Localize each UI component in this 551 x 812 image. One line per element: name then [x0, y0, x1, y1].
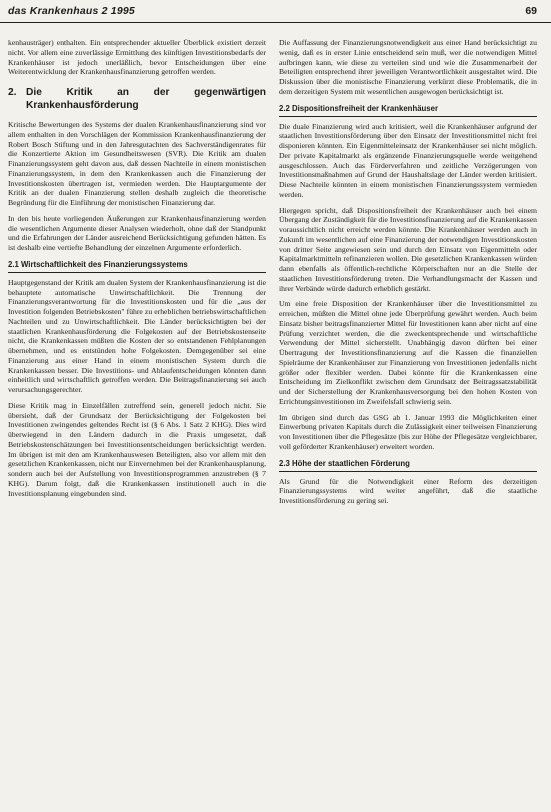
section-title: Die Kritik an der gegenwärtigen Krankenhausförderung [26, 87, 266, 111]
page-header [0, 0, 551, 23]
paragraph: Kritische Bewertungen des Systems der dualen Krankenhausfinanzierung sind vor allem enthalten in den Vorschlägen der Kommission Krankenhausfinanzierung der Robert Bosch Stiftung und in den Jahresgutachten des Sachverständigenrates für die Konzertierte Aktion im Gesundheitswesen (SVR). Die Kritik am dualen Finanzierungssystem geht davon aus, daß dessen Nachteile in einem monistischen Finanzierungssystem, in dem den Krankenkassen auch die Finanzierung der Investitionskosten übertragen ist, vermieden werden. Die Hauptargumente der Kritik an der dualen Finanzierung stellen deshalb zugleich die theoretische Begründung für die Einführung der monistischen Finanzierung dar. [8, 120, 266, 207]
paragraph: In den bis heute vorliegenden Äußerungen zur Krankenhausfinanzierung werden die wesentlichen Argumente dieser Analysen wiederholt, ohne daß der Standpunkt und die Erfahrungen der Länder ausreichend Berücksichtigung gefunden hätten. Es ist deshalb eine vertiefte Behandlung der einzelnen Argumente erforderlich. [8, 213, 266, 252]
page-number: 69 [525, 5, 537, 17]
section-number: 2. [8, 87, 17, 98]
paragraph: Hiergegen spricht, daß Dispositionsfreiheit der Krankenhäuser auch bei einem Übergang der Zuständigkeit für die Investitionsfinanzierung auf die Krankenkassen voraussichtlich nicht erreicht werden könnte. Die Krankenhäuser werden auch in Zukunft im wesentlichen auf eine Finanzierung der notwendigen Investitionskosten von dritter Seite angewiesen sein und durch den Einsatz von Eigenmitteln oder Kapitalmarktmitteln refinanzieren wollen. Die gesetzlichen Krankenkassen würden dann ebenfalls als öffentlich-rechtliche Körperschaften nur an die Stelle der staatlichen Investitionsförderung treten. Die Verhandlungsmacht der Kassen und ihrer Verbände würde dadurch erheblich gestärkt. [279, 205, 537, 293]
journal-title: das Krankenhaus 2 1995 [8, 5, 135, 17]
paragraph: Hauptgegenstand der Kritik am dualen System der Krankenhausfinanzierung ist die behauptete automatische Unwirtschaftlichkeit. Die Trennung der Finanzierungsverantwortung für die Investitionskosten und für die „aus der Investition folgenden Betriebskosten" führe zu erheblichen betriebswirtschaftlichen Nachteilen und zu Unwirtschaftlichkeit. Die Länder berücksichtigten bei der staatlichen Krankenhausförderung die Folgekosten auf der Betriebskostenseite nicht, die Krankenkassen müßten die Kosten der so entstandenen Fehlplanungen übernehmen, und es entstünden hohe Folgekosten. Demgegenüber sei eine Finanzierung aus einer Hand in einem monistischen System durch die Krankenkassen besser. Die Investitions- und Ablaufentscheidungen könnten dann einheitlich und wirtschaftlich getroffen werden. Die Beitragsfinanzierung sei auch verursachungsgerechter. [8, 277, 266, 394]
subsection-heading: 2.3 Höhe der staatlichen Förderung [279, 459, 537, 472]
paragraph: Im übrigen sind durch das GSG ab 1. Januar 1993 die Möglichkeiten einer Einwerbung privaten Kapitals durch die Zulässigkeit einer teilweisen Finanzierung von Investitionen über die Pflegesätze (bis zur Höhe der Pflegesätze vergleichbarer, voll geförderter Krankenhäuser) erweitert worden. [279, 412, 537, 451]
left-column [8, 38, 266, 808]
paragraph: Um eine freie Disposition der Krankenhäuser über die Investitionsmittel zu erreichen, müßten die Mittel ohne jede Überprüfung gewährt werden. Auch beim Einsatz bisher beitragsfinanzierter Mittel für Investitionen kann aber nicht auf eine Prüfung verzichtet werden, die die zweckentsprechende und wirtschaftliche Verwendung der Mittel sicherstellt. Unabhängig davon dürften bei einer Übertragung der Investitionsfinanzierung auf die Kassen die finanziellen Spielräume der Krankenhäuser zur Finanzierung von Investitionen jedenfalls nicht größer oder flexibler werden. Dabei könnte für die Krankenkassen eine Entscheidung im Zielkonflikt zwischen dem Grundsatz der Beitragssatzstabilität und der Sicherstellung der Krankenhausversorgung bei den hohen Kosten von Errichtungsinvestitionen im Zweifelsfall schwierig sein. [279, 299, 537, 406]
paragraph: kenhausträger) enthalten. Ein entsprechender aktueller Überblick existiert derzeit nicht. Vor allem eine zuverlässige Ermittlung des künftigen Investitionsbedarfs der Krankenhäuser ist jedoch unerläßlich, bevor Entscheidungen über eine Weiterentwicklung der Krankenhausfinanzierung getroffen werden. [8, 38, 266, 77]
section-heading [8, 87, 266, 112]
paragraph: Die duale Finanzierung wird auch kritisiert, weil die Krankenhäuser aufgrund der staatlichen Investitionsförderung über den Einsatz der Investitionsmittel nicht frei disponieren könnten. Ein Eigenmitteleinsatz der Krankenhäuser sei nicht möglich. Der private Kapitalmarkt als ergänzende Finanzierungsquelle werde weitgehend ausgeschlossen. Auch das Förderverfahren und zeitliche Verzögerungen von Investitionsmaßnahmen auf Grund der Haushaltslage der Länder werden kritisiert. Diese Nachteile könnten in einem monistischen Finanzierungssystem vermieden werden. [279, 121, 537, 199]
subsection-heading: 2.2 Dispositionsfreiheit der Krankenhäuser [279, 104, 537, 117]
paragraph: Die Auffassung der Finanzierungsnotwendigkeit aus einer Hand berücksichtigt zu wenig, daß es in erster Linie entscheidend sein muß, wer die notwendigen Mittel aufbringen kann, wie diese zu verteilen sind und wie die Zusammenarbeit der Beteiligten entsprechend ihrer jeweiligen Verantwortlichkeit ausgestaltet wird. Die Diskussion über die monistische Finanzierung verkürzt diese Problematik, die in dem derzeitigen System mit wesentlichen ausgewogen berücksichtigt ist. [279, 38, 537, 96]
paragraph: Als Grund für die Notwendigkeit einer Reform des derzeitigen Finanzierungssystems wird weiter angeführt, daß die staatliche Investitionsförderung zu gering sei. [279, 476, 537, 505]
right-column [279, 38, 537, 808]
subsection-heading: 2.1 Wirtschaftlichkeit des Finanzierungssystems [8, 260, 266, 273]
paragraph: Diese Kritik mag in Einzelfällen zutreffend sein, generell jedoch nicht. Sie übersieht, daß der Grundsatz der Berücksichtigung der Folgekosten bei Investitionen zwingendes geltendes Recht ist (§ 6 Abs. 1 Satz 2 KHG). Dies wird überwiegend in den Ländern dadurch in die Praxis umgesetzt, daß Betriebskostenschätzungen bei Investitionsentscheidungen berücksichtigt werden. Im übrigen ist mit den am Krankenhauswesen Beteiligten, also vor allem mit den gesetzlichen Krankenkassen, nicht nur Einvernehmen bei der Krankenhausplanung, sondern auch bei der Aufstellung von Investitionsprogrammen anzustreben (§ 7 KHG). Darum folgt, daß die Krankenkassen institutionell auch in die Investitionsplanung eingebunden sind. [8, 400, 266, 498]
